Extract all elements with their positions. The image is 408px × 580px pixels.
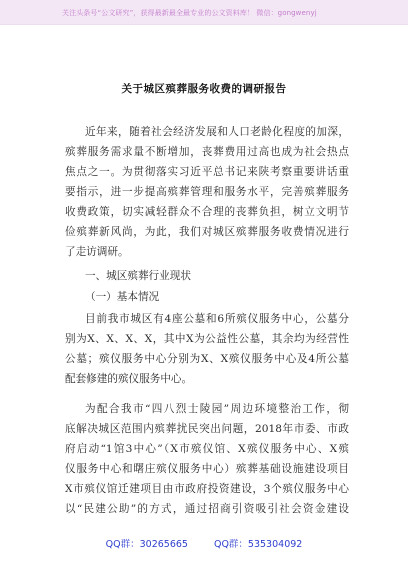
paragraph-line: X市殡仪馆迁建项目由市政府投资建设，3个殡仪服务中心 bbox=[65, 483, 349, 495]
paragraph-line: 府启动“1馆3中心”（X市殡仪馆、X殡仪服务中心、X殡 bbox=[65, 443, 349, 455]
paragraph-line: 仪服务中心和曙庄殡仪服务中心）殡葬基础设施建设项目 bbox=[65, 463, 349, 475]
section-heading: 一、城区殡葬行业现状 bbox=[85, 270, 191, 282]
footer bbox=[0, 536, 408, 550]
paragraph-line: 焦点之一。为贯彻落实习近平总书记来陕考察重要讲话重 bbox=[65, 166, 349, 178]
paragraph-line: 目前我市城区有4座公墓和6所殡仪服务中心，公墓分 bbox=[85, 313, 349, 325]
footer-qq-group-2: QQ群：535304092 bbox=[213, 539, 303, 550]
paragraph-line: 底解决城区范围内殡葬扰民突出问题，2018年市委、市政 bbox=[65, 423, 349, 435]
paragraph-line: 俭殡葬新风尚，为此，我们对城区殡葬服务收费情况进行 bbox=[65, 226, 349, 238]
paragraph-line: 以“民建公助”的方式，通过招商引资吸引社会资金建设 bbox=[65, 503, 349, 515]
paragraph-line: 收费政策，切实减轻群众不合理的丧葬负担，树立文明节 bbox=[65, 206, 349, 218]
banner-text: 关注头条号“公文研究”，获得最新最全最专业的公文资料库！ 微信：gongwenyj bbox=[62, 9, 317, 17]
top-banner bbox=[0, 0, 408, 25]
paragraph-line: 殡葬服务需求量不断增加，丧葬费用过高也成为社会热点 bbox=[65, 146, 349, 158]
paragraph-line: 别为X、X、X、X，其中X为公益性公墓，其余均为经营性 bbox=[65, 333, 349, 345]
subsection-heading: （一）基本情况 bbox=[85, 291, 160, 303]
footer-qq-group-1: QQ群：30265665 bbox=[105, 539, 188, 550]
paragraph-line: 近年来，随着社会经济发展和人口老龄化程度的加深， bbox=[85, 126, 349, 138]
paragraph-line: 公墓；殡仪服务中心分别为X、X殡仪服务中心及4所公墓 bbox=[65, 353, 349, 365]
paragraph-line: 为配合我市“四八烈士陵园”周边环境整治工作，彻 bbox=[85, 403, 349, 415]
paragraph-line: 了走访调研。 bbox=[65, 246, 129, 258]
paragraph-line: 配套修建的殡仪服务中心。 bbox=[65, 373, 193, 385]
document-title: 关于城区殡葬服务收费的调研报告 bbox=[121, 83, 287, 95]
paragraph-line: 要指示，进一步提高殡葬管理和服务水平，完善殡葬服务 bbox=[65, 186, 349, 198]
